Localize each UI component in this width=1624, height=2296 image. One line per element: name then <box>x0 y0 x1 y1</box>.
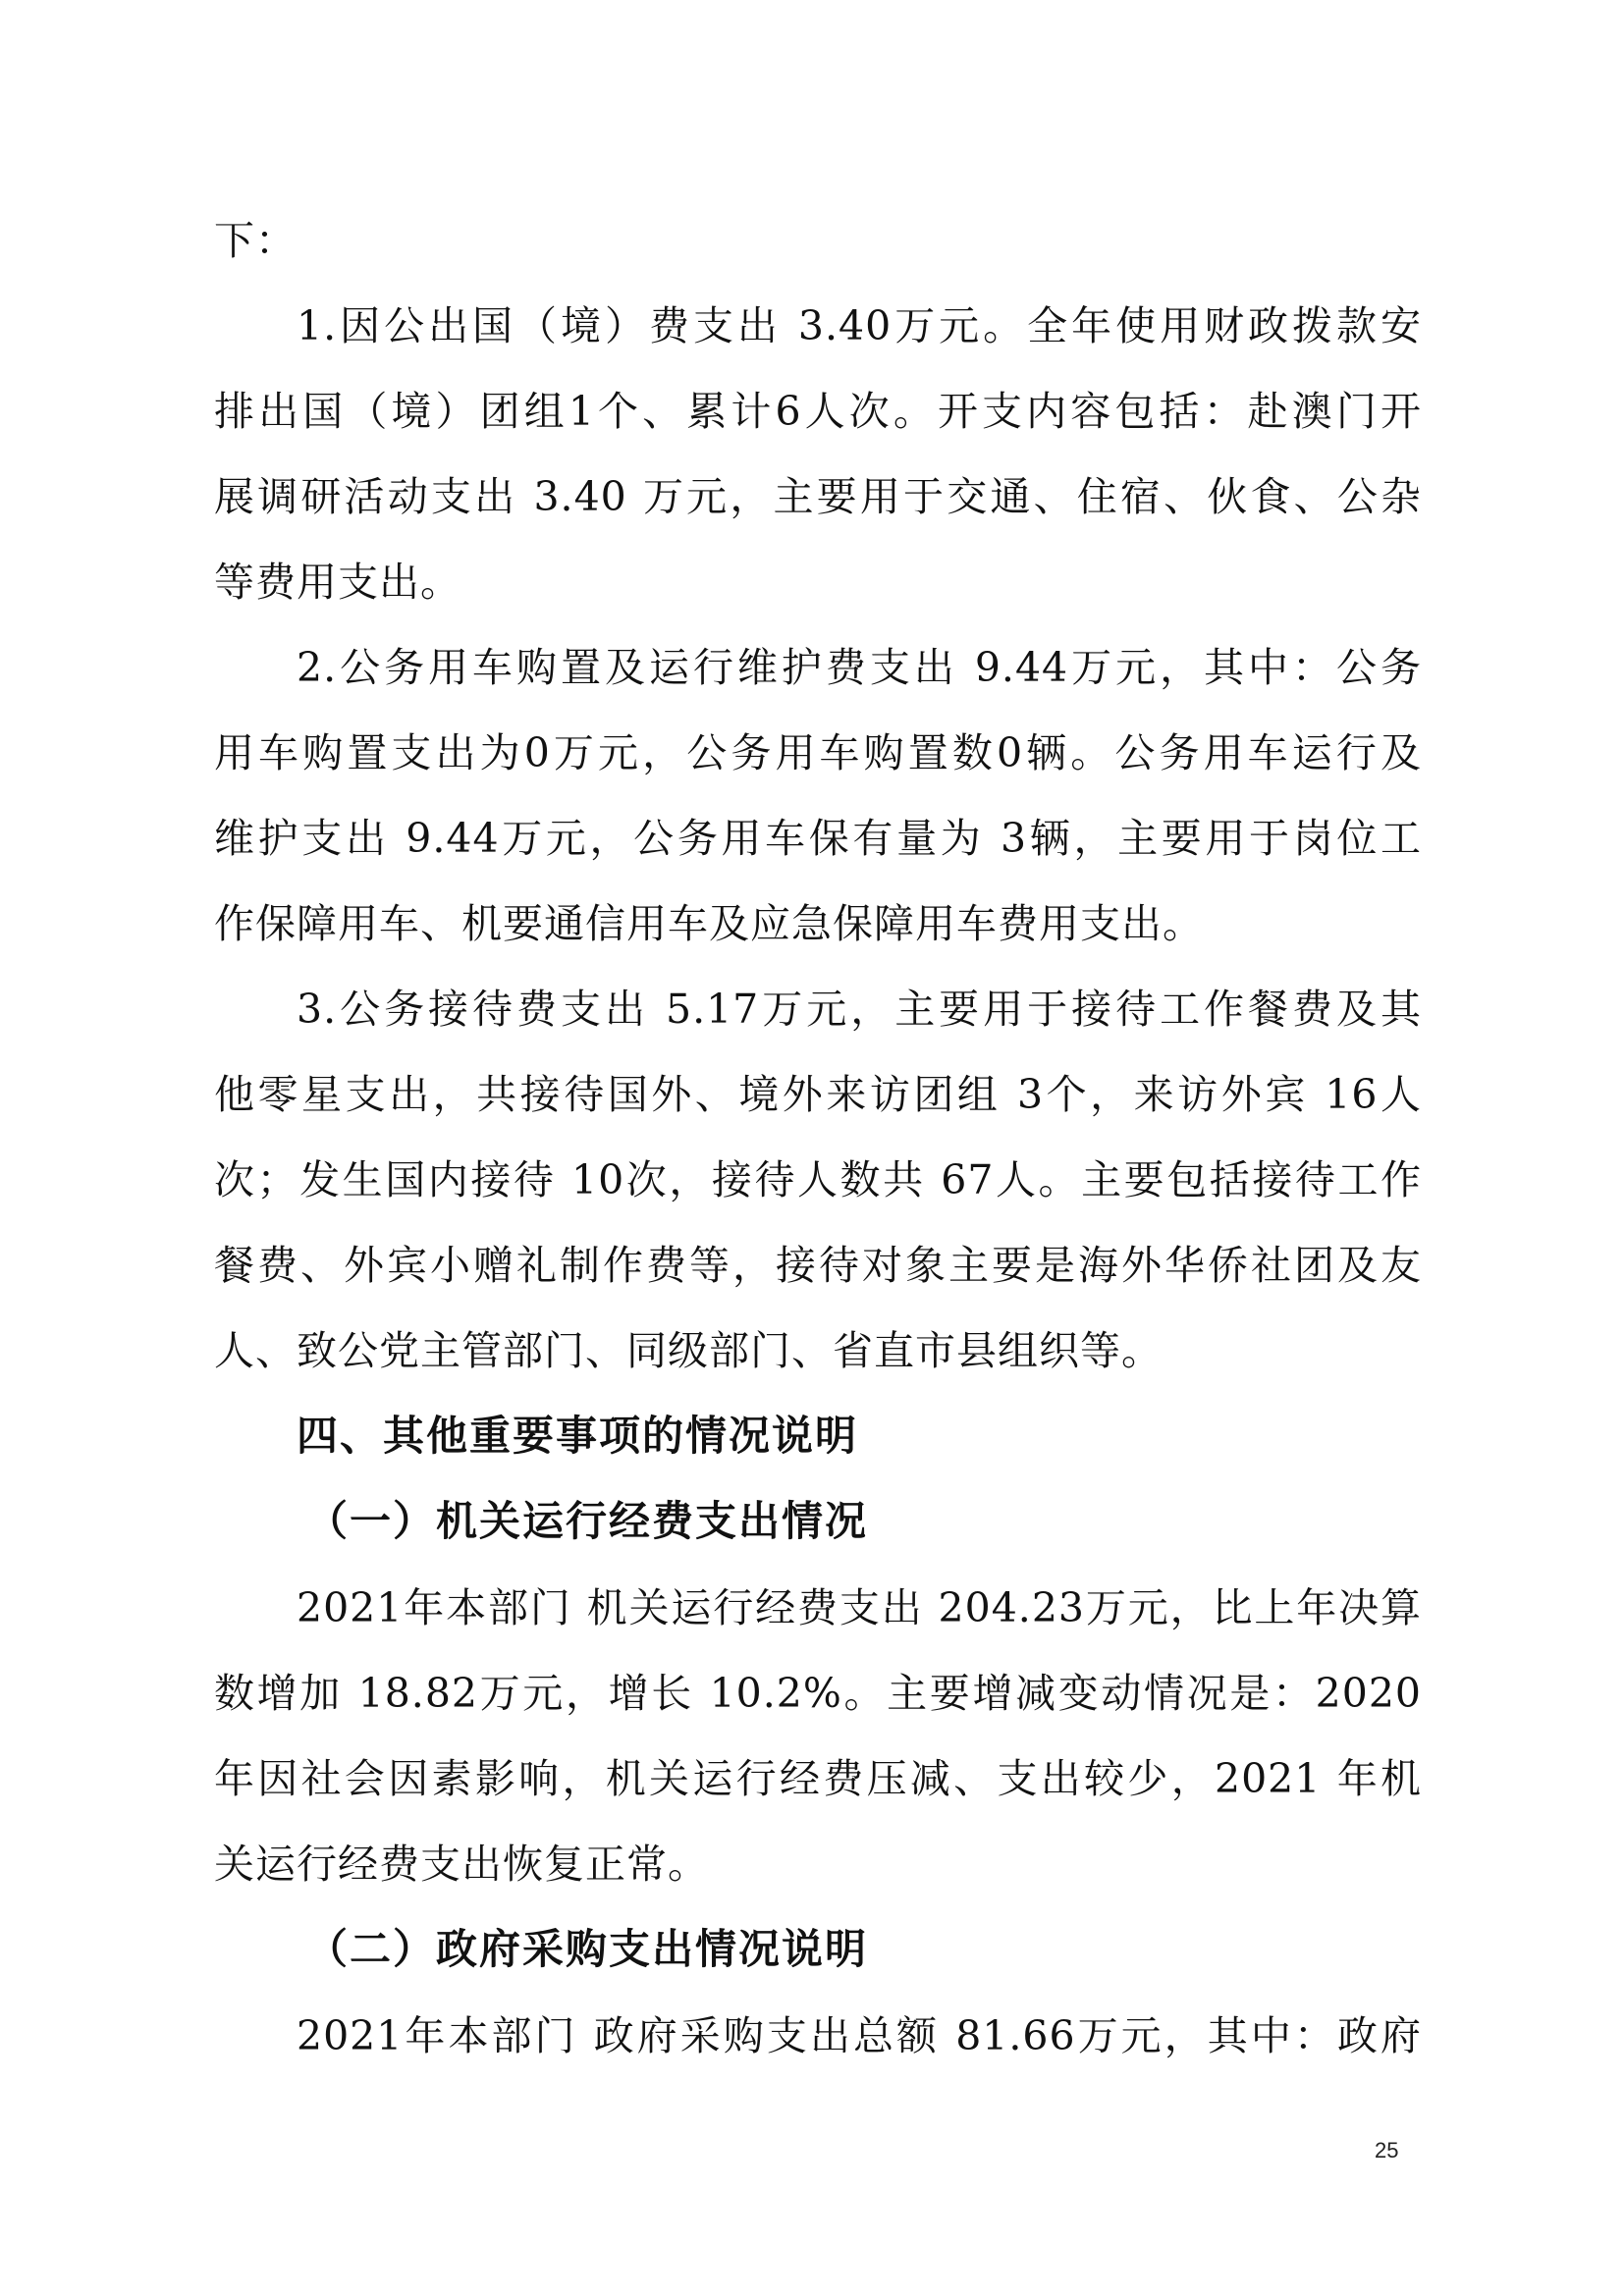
text-line: 1.因公出国（境）费支出 3.40万元。全年使用财政拨款安 <box>297 302 1422 349</box>
text-line: 2.公务用车购置及运行维护费支出 9.44万元，其中：公务 <box>297 644 1422 691</box>
text-line: 等费用支出。 <box>214 559 461 606</box>
text-line: 餐费、外宾小赠礼制作费等，接待对象主要是海外华侨社团及友 <box>214 1242 1422 1289</box>
text-line: 作保障用车、机要通信用车及应急保障用车费用支出。 <box>214 900 1204 947</box>
text-line: 他零星支出，共接待国外、境外来访团组 3个，来访外宾 16人 <box>214 1071 1422 1118</box>
text-line: 人、致公党主管部门、同级部门、省直市县组织等。 <box>214 1327 1163 1374</box>
text-line: 次；发生国内接待 10次，接待人数共 67人。主要包括接待工作 <box>214 1156 1422 1203</box>
text-line: 3.公务接待费支出 5.17万元，主要用于接待工作餐费及其 <box>297 986 1422 1033</box>
subsection-heading: （二）政府采购支出情况说明 <box>306 1925 869 1973</box>
subsection-heading: （一）机关运行经费支出情况 <box>306 1497 869 1545</box>
text-line: 下： <box>214 217 297 264</box>
section-heading: 四、其他重要事项的情况说明 <box>297 1412 859 1460</box>
text-line: 展调研活动支出 3.40 万元，主要用于交通、住宿、伙食、公杂 <box>214 473 1422 520</box>
text-line: 2021年本部门 机关运行经费支出 204.23万元，比上年决算 <box>297 1584 1422 1631</box>
text-line: 2021年本部门 政府采购支出总额 81.66万元，其中：政府 <box>297 2012 1422 2059</box>
text-line: 用车购置支出为0万元，公务用车购置数0辆。公务用车运行及 <box>214 729 1422 776</box>
text-line: 维护支出 9.44万元，公务用车保有量为 3辆，主要用于岗位工 <box>214 815 1422 862</box>
text-line: 数增加 18.82万元，增长 10.2%。主要增减变动情况是：2020 <box>214 1670 1422 1717</box>
text-line: 排出国（境）团组1个、累计6人次。开支内容包括：赴澳门开 <box>214 388 1422 435</box>
text-line: 关运行经费支出恢复正常。 <box>214 1841 709 1888</box>
page-number: 25 <box>1375 2138 1399 2163</box>
text-line: 年因社会因素影响，机关运行经费压减、支出较少，2021 年机 <box>214 1755 1422 1802</box>
